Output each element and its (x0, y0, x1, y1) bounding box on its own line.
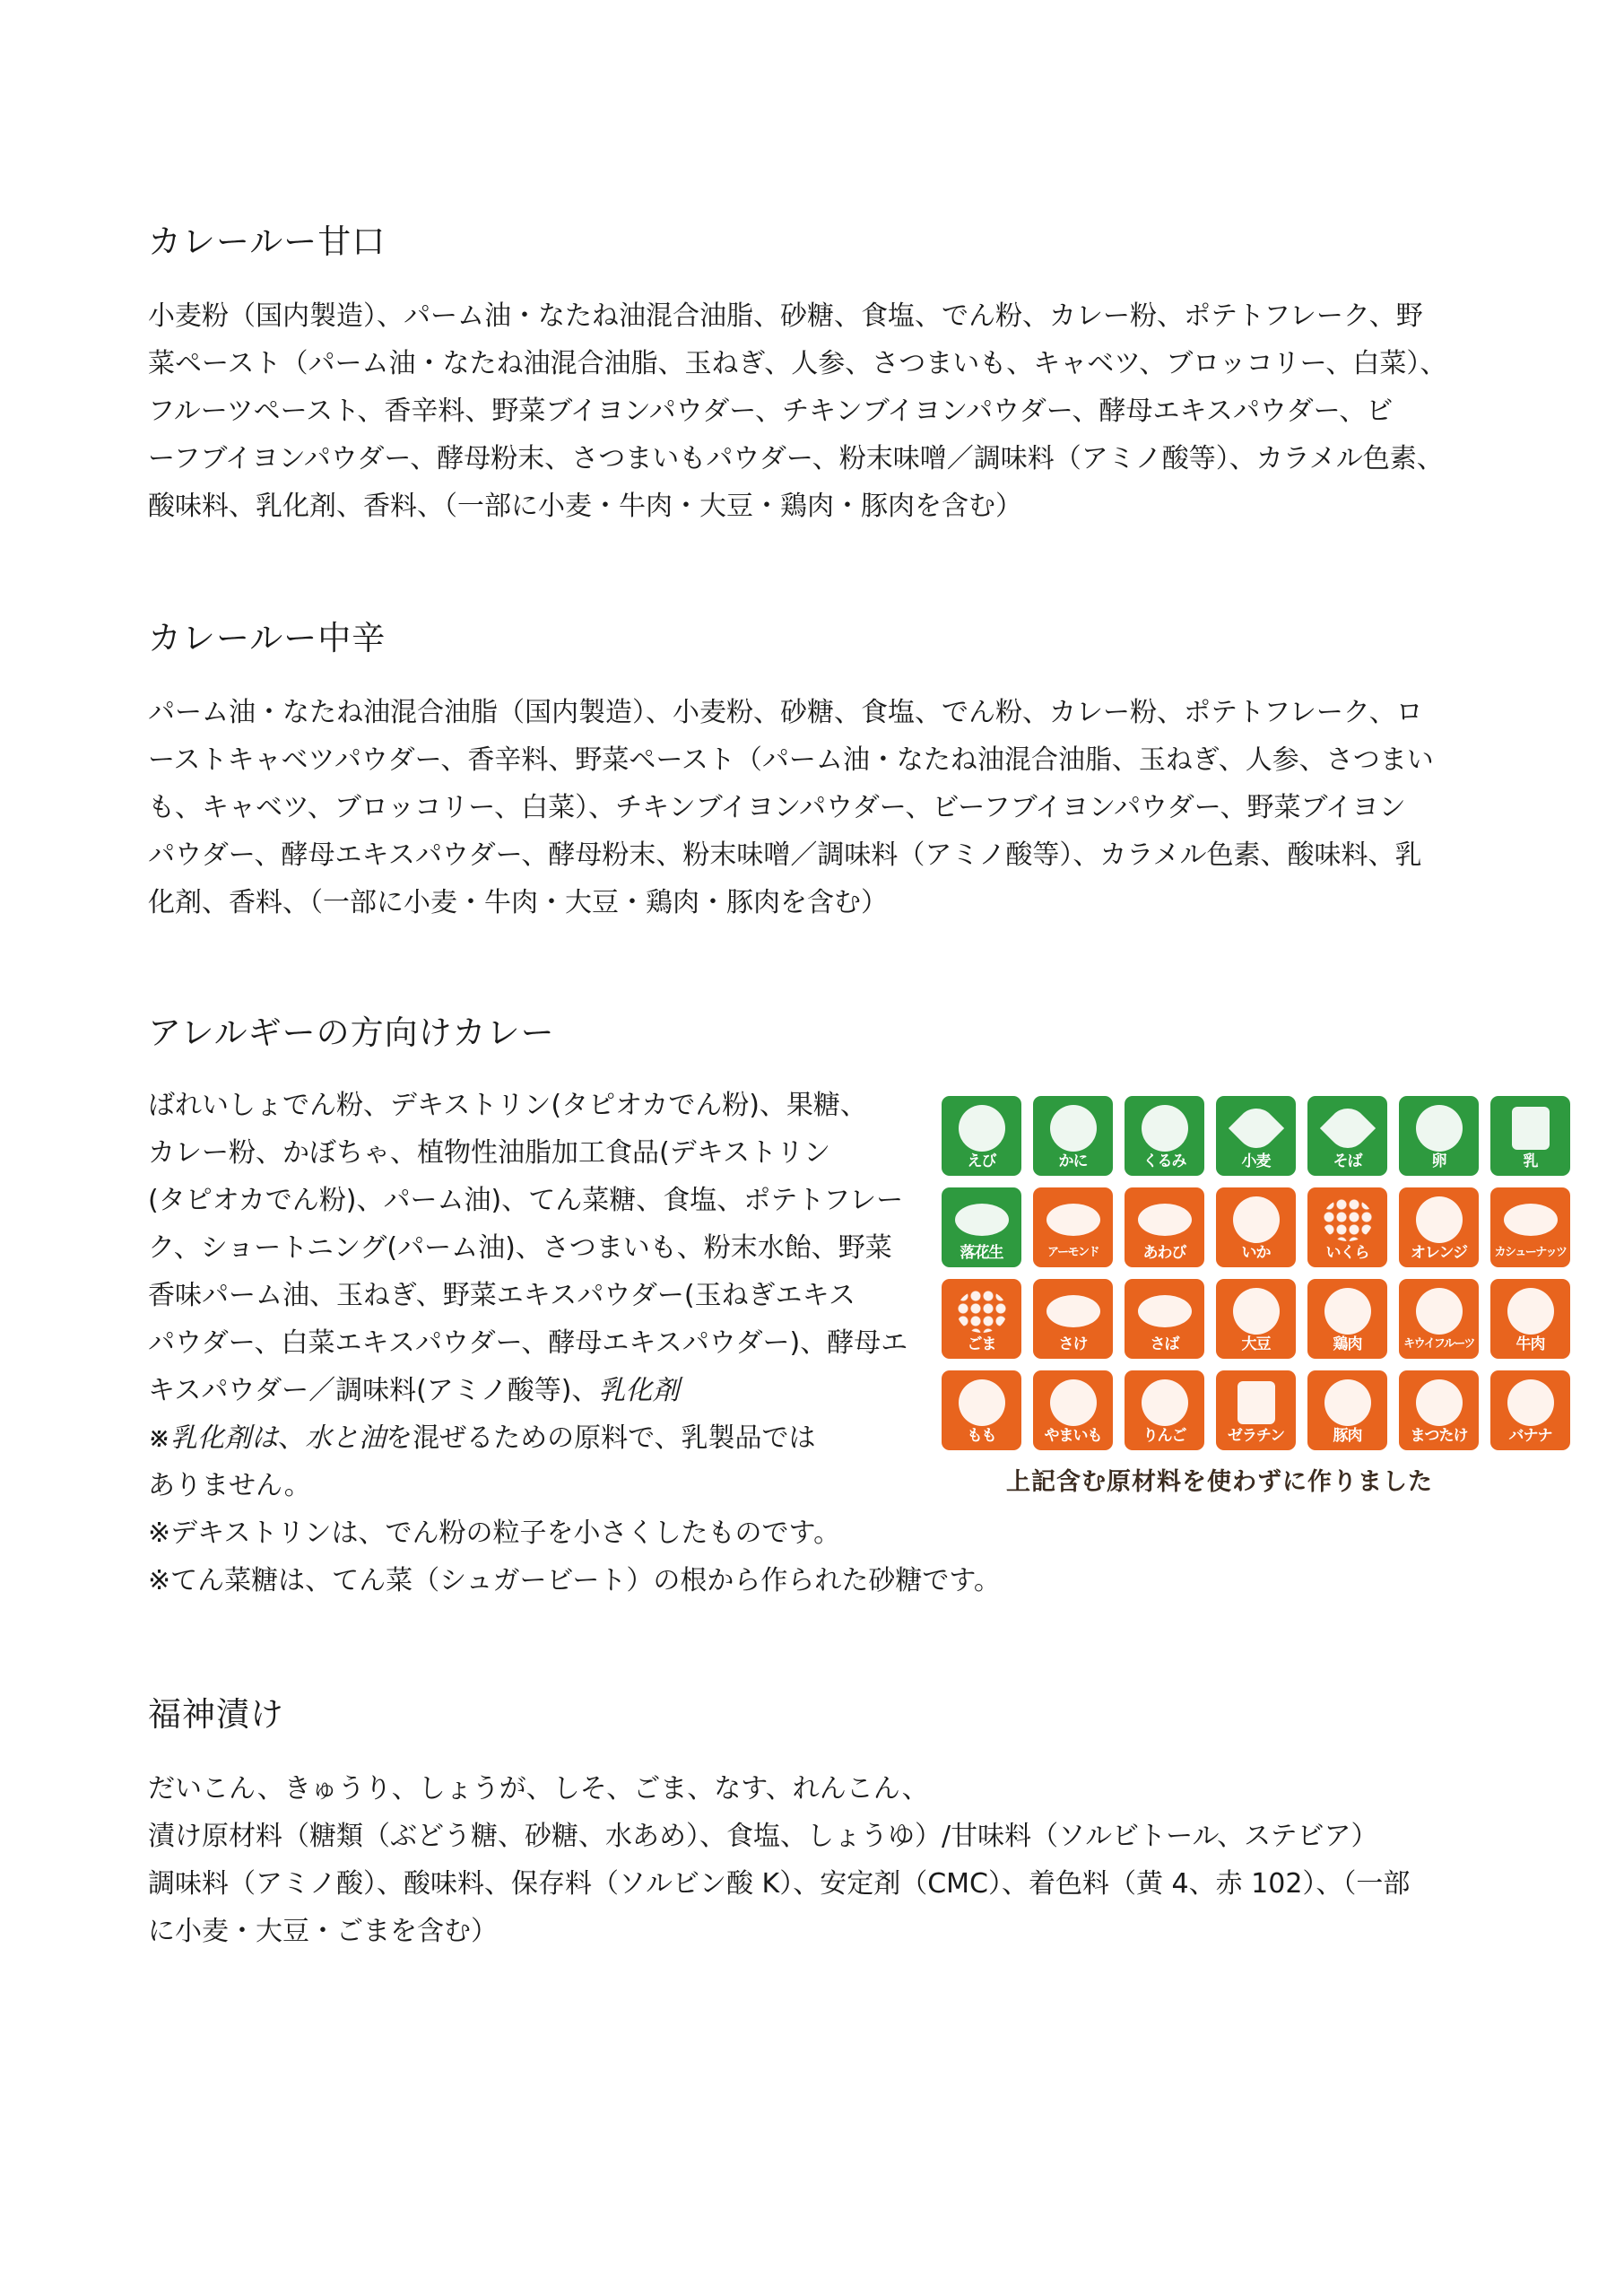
allergen-label: さば (1150, 1335, 1179, 1353)
shrimp-icon (942, 1103, 1021, 1153)
matsutake-icon (1399, 1378, 1479, 1428)
ingredients-chukara (148, 689, 1484, 926)
pork-icon (1307, 1378, 1387, 1428)
note-text: 、 (278, 1422, 306, 1454)
allergen-label: アーモンド (1046, 1246, 1099, 1259)
allergen-caption: 上記含む原材料を使わずに作りました (1006, 1468, 1433, 1496)
note-dextrin: ※デキストリンは、でん粉の粒子を小さくしたものです。 (148, 1518, 841, 1549)
allergen-label: まつたけ (1410, 1427, 1468, 1445)
allergen-tile (1307, 1370, 1387, 1450)
allergen-label: 大豆 (1241, 1335, 1271, 1353)
allergen-tile (1399, 1187, 1479, 1267)
allergen-label: りんご (1142, 1427, 1186, 1445)
allergen-label: そば (1333, 1152, 1362, 1170)
allergen-label: やまいも (1044, 1427, 1102, 1445)
ingredient-line: に小麦・大豆・ごまを含む） (148, 1916, 498, 1947)
apple-icon (1125, 1378, 1204, 1428)
allergen-label: 豚肉 (1333, 1427, 1362, 1445)
ingredient-line: 調味料（アミノ酸）、酸味料、保存料（ソルビン酸 K）、安定剤（CMC）、着色料（黄 4、赤 102）、（一部 (148, 1868, 1411, 1900)
abalone-icon (1125, 1195, 1204, 1245)
allergen-label: もも (967, 1427, 996, 1445)
allergen-tile (942, 1370, 1021, 1450)
allergen-tile (1216, 1096, 1296, 1176)
ingredient-line: 化剤、香料、（一部に小麦・牛肉・大豆・鶏肉・豚肉を含む） (148, 887, 888, 918)
sesame-icon (942, 1286, 1021, 1336)
allergy-notes (148, 1509, 1484, 1605)
chicken-icon (1307, 1286, 1387, 1336)
allergen-tile (1490, 1370, 1570, 1450)
allergen-label: バナナ (1508, 1427, 1552, 1445)
ingredient-text: キスパウダー／調味料(アミノ酸等)、 (148, 1375, 599, 1406)
ingredient-line: ばれいしょでん粉、デキストリン(タピオカでん粉)、果糖、 (148, 1090, 867, 1121)
section-title-fukujin: 福神漬け (148, 1695, 284, 1734)
ingredient-line: 漬け原材料（糖類（ぶどう糖、砂糖、水あめ）、食塩、しょうゆ）/甘味料（ソルビトール、ステビア） (148, 1821, 1378, 1852)
ingredient-line: カレー粉、かぼちゃ、植物性油脂加工食品(デキストリン (148, 1137, 831, 1169)
section-title-amakuchi: カレールー甘口 (148, 222, 386, 261)
allergen-tile (1399, 1370, 1479, 1450)
gelatin-icon (1216, 1378, 1296, 1428)
kiwi-icon (1399, 1286, 1479, 1336)
emulsifier-term: 乳化剤 (598, 1375, 680, 1406)
allergen-tile (1307, 1096, 1387, 1176)
ingredient-line: パウダー、白菜エキスパウダー、酵母エキスパウダー)、酵母エ (148, 1327, 908, 1359)
allergen-label: 卵 (1431, 1152, 1446, 1170)
allergen-label: オレンジ (1410, 1244, 1468, 1262)
allergen-tile (1033, 1370, 1113, 1450)
allergen-tile (1307, 1187, 1387, 1267)
allergen-label: さけ (1058, 1335, 1088, 1353)
allergen-label: カシューナッツ (1494, 1246, 1567, 1259)
ingredients-allergy (148, 1082, 928, 1509)
ingredient-line: パウダー、酵母エキスパウダー、酵母粉末、粉末味噌／調味料（アミノ酸等）、カラメル色素、酸味料、乳 (148, 839, 1422, 871)
salmon-roe-icon (1307, 1195, 1387, 1245)
yam-icon (1033, 1378, 1113, 1428)
allergen-label: いくら (1325, 1244, 1369, 1262)
allergen-tile (1216, 1370, 1296, 1450)
section-title-chukara: カレールー中辛 (148, 619, 386, 657)
allergen-label: かに (1058, 1152, 1088, 1170)
allergen-tile (942, 1187, 1021, 1267)
allergen-tile (1125, 1187, 1204, 1267)
banana-icon (1490, 1378, 1570, 1428)
egg-icon (1399, 1103, 1479, 1153)
ingredient-line: も、キャベツ、ブロッコリー、白菜）、チキンブイヨンパウダー、ビーフブイヨンパウダー、野菜ブイヨン (148, 792, 1406, 823)
peanut-icon (942, 1195, 1021, 1245)
crab-icon (1033, 1103, 1113, 1153)
orange-icon (1399, 1195, 1479, 1245)
allergen-tile (1399, 1279, 1479, 1359)
allergen-tile (1033, 1096, 1113, 1176)
beef-icon (1490, 1286, 1570, 1336)
ingredient-line: ク、ショートニング(パーム油)、さつまいも、粉末水飴、野菜 (148, 1232, 892, 1264)
cashew-icon (1490, 1195, 1570, 1245)
allergen-tile (1307, 1279, 1387, 1359)
soybean-icon (1216, 1286, 1296, 1336)
ingredient-line: 酸味料、乳化剤、香料、（一部に小麦・牛肉・大豆・鶏肉・豚肉を含む） (148, 491, 1022, 522)
wheat-icon (1216, 1103, 1296, 1153)
allergen-tile (1125, 1279, 1204, 1359)
ingredient-line: (タピオカでん粉)、パーム油)、てん菜糖、食塩、ポテトフレー (148, 1185, 904, 1216)
note-beet-sugar: ※てん菜糖は、てん菜（シュガービート）の根から作られた砂糖です。 (148, 1565, 1001, 1596)
ingredient-line: 香味パーム油、玉ねぎ、野菜エキスパウダー(玉ねぎエキス (148, 1280, 856, 1311)
note-emulsifier-term: ※乳化剤は (148, 1422, 279, 1454)
allergen-label: えび (967, 1152, 996, 1170)
ingredient-line: 菜ペースト（パーム油・なたね油混合油脂、玉ねぎ、人参、さつまいも、キャベツ、ブロッコリー、白菜）、 (148, 348, 1447, 379)
allergen-tile (1216, 1279, 1296, 1359)
allergen-tile (1490, 1096, 1570, 1176)
allergen-tile (1216, 1187, 1296, 1267)
allergen-tile (1490, 1279, 1570, 1359)
ingredient-line (148, 1367, 928, 1414)
allergen-label: キウイフルーツ (1403, 1337, 1474, 1351)
allergen-label: くるみ (1142, 1152, 1186, 1170)
milk-icon (1490, 1103, 1570, 1153)
allergen-label: ゼラチン (1227, 1427, 1285, 1445)
allergen-tile (942, 1096, 1021, 1176)
allergen-label: 落花生 (960, 1244, 1003, 1262)
note-text: を混ぜるための原料で、乳製品では (386, 1422, 816, 1454)
allergen-label: 小麦 (1241, 1152, 1271, 1170)
allergen-label: いか (1241, 1244, 1271, 1262)
allergen-tile (1399, 1096, 1479, 1176)
squid-icon (1216, 1195, 1296, 1245)
note-water-oil: 水と油 (305, 1422, 386, 1454)
peach-icon (942, 1378, 1021, 1428)
allergen-tile (1033, 1279, 1113, 1359)
buckwheat-icon (1307, 1103, 1387, 1153)
allergen-label: 鶏肉 (1333, 1335, 1362, 1353)
section-title-allergy: アレルギーの方向けカレー (148, 1013, 555, 1052)
ingredient-line: ーストキャベツパウダー、香辛料、野菜ペースト（パーム油・なたね油混合油脂、玉ねぎ、人参、さつまい (148, 744, 1434, 776)
allergen-tile (1125, 1096, 1204, 1176)
note-emulsifier-cont: ありません。 (148, 1470, 311, 1501)
ingredient-line: ーフブイヨンパウダー、酵母粉末、さつまいもパウダー、粉末味噌／調味料（アミノ酸等）、カラメル色素、 (148, 443, 1444, 474)
allergen-tile (1125, 1370, 1204, 1450)
ingredients-fukujin (148, 1765, 1484, 1955)
allergen-label: 牛肉 (1515, 1335, 1545, 1353)
ingredient-line: フルーツペースト、香辛料、野菜ブイヨンパウダー、チキンブイヨンパウダー、酵母エキスパウダー、ビ (148, 396, 1394, 427)
allergen-free-chart (942, 1096, 1576, 1504)
allergen-tile (1033, 1187, 1113, 1267)
allergen-label: あわび (1142, 1244, 1186, 1262)
allergen-tile (1490, 1187, 1570, 1267)
almond-icon (1033, 1195, 1113, 1245)
allergen-tile (942, 1279, 1021, 1359)
allergen-label: ごま (967, 1335, 996, 1353)
mackerel-icon (1125, 1286, 1204, 1336)
allergen-grid (942, 1096, 1576, 1450)
walnut-icon (1125, 1103, 1204, 1153)
ingredients-amakuchi (148, 292, 1484, 530)
salmon-icon (1033, 1286, 1113, 1336)
ingredient-line: パーム油・なたね油混合油脂（国内製造）、小麦粉、砂糖、食塩、でん粉、カレー粉、ポテトフレーク、ロ (148, 697, 1423, 728)
note-emulsifier (148, 1414, 928, 1462)
ingredient-line: 小麦粉（国内製造）、パーム油・なたね油混合油脂、砂糖、食塩、でん粉、カレー粉、ポテトフレーク、野 (148, 300, 1423, 332)
ingredient-line: だいこん、きゅうり、しょうが、しそ、ごま、なす、れんこん、 (148, 1773, 929, 1805)
allergen-label: 乳 (1523, 1152, 1538, 1170)
